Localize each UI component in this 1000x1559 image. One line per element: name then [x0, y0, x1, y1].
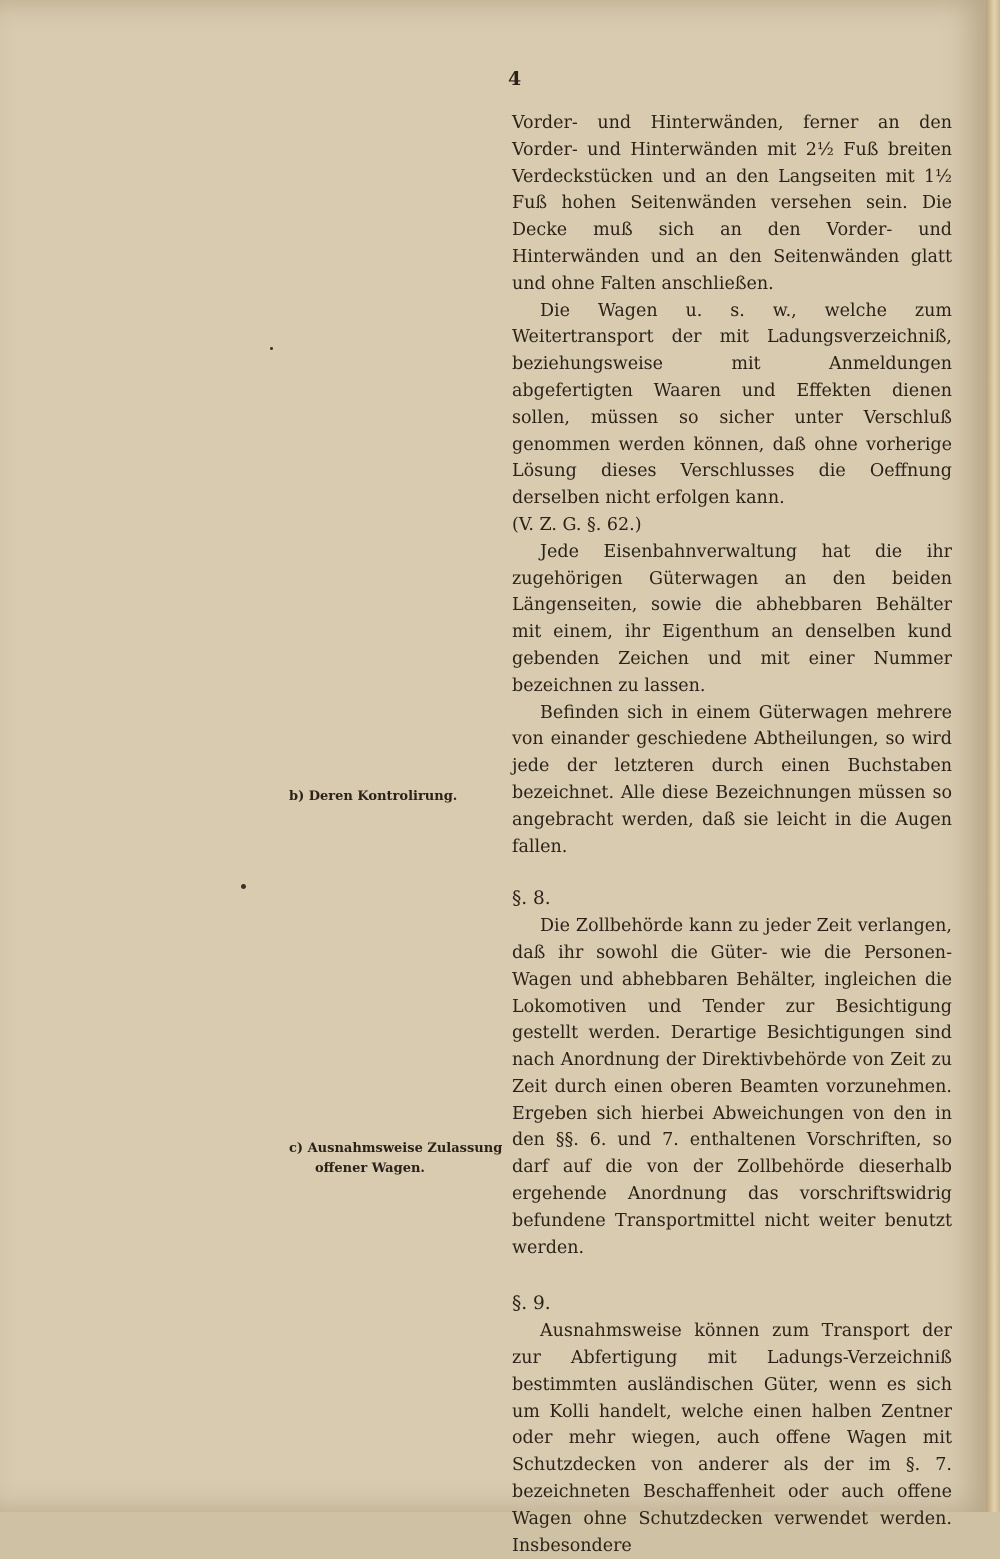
- section-heading-8: §. 8.: [512, 888, 551, 910]
- page-edge: [986, 0, 1000, 1512]
- margin-note-c: [289, 1139, 504, 1179]
- margin-note-c-line2: offener Wagen.: [315, 1161, 425, 1176]
- margin-note-b: b) Deren Kontrolirung.: [289, 789, 458, 804]
- section-heading-9: §. 9.: [512, 1293, 551, 1315]
- margin-note-c-line1: c) Ausnahmsweise Zulassung: [289, 1141, 503, 1156]
- ink-speck: [270, 347, 273, 350]
- paragraph-open-wagons: Ausnahmsweise können zum Transport der zur Abfertigung mit Ladungs-Verzeichniß bestimmten ausländischen Güter, wenn es sich um Kolli handelt, welche einen halben Zentner oder mehr wiegen, auch offene Wagen mit Schutzdecken von anderer als der im §. 7. bezeichneten Beschaffenheit oder auch offene Wagen ohne Schutzdecken verwendet werden. Insbesondere: [512, 1321, 952, 1556]
- ink-speck: [241, 884, 246, 889]
- page-number: 4: [508, 68, 522, 90]
- paragraph-compartments: Befinden sich in einem Güterwagen mehrere von einander geschiedene Abtheilungen, so wird jede der letzteren durch einen Buchstaben bezeichnet. Alle diese Bezeichnungen müssen so angebracht werden, daß sie leicht in die Augen fallen.: [512, 702, 952, 857]
- paragraph-reference: (V. Z. G. §. 62.): [512, 514, 642, 535]
- main-text-column: [512, 110, 952, 1559]
- paragraph-inspection: Die Zollbehörde kann zu jeder Zeit verlangen, daß ihr sowohl die Güter- wie die Personen-Wagen und abhebbaren Behälter, ingleichen die Lokomotiven und Tender zur Besichtigung gestellt werden. Derartige Besichtigungen sind nach Anordnung der Direktivbehörde von Zeit zu Zeit durch einen oberen Beamten vorzunehmen. Ergeben sich hierbei Abweichungen von den in den §§. 6. und 7. enthaltenen Vorschriften, so darf auf die von der Zollbehörde dieserhalb ergehende Anordnung das vorschriftswidrig befundene Transportmittel nicht weiter benutzt werden.: [512, 916, 952, 1258]
- paragraph-wagons-lock: Die Wagen u. s. w., welche zum Weitertransport der mit Ladungsverzeichniß, beziehungsweise mit Anmeldungen abgefertigten Waaren und Effekten dienen sollen, müssen so sicher unter Verschluß genommen werden können, daß ohne vorherige Lösung dieses Verschlusses die Oeffnung derselben nicht erfolgen kann.: [512, 300, 952, 509]
- paragraph-marking: Jede Eisenbahnverwaltung hat die ihr zugehörigen Güterwagen an den beiden Längenseiten, sowie die abhebbaren Behälter mit einem, ihr Eigenthum an denselben kund gebenden Zeichen und mit einer Nummer bezeichnen zu lassen.: [512, 541, 952, 696]
- paragraph-continuation: Vorder- und Hinterwänden, ferner an den Vorder- und Hinterwänden mit 2½ Fuß breiten Verdeckstücken und an den Langseiten mit 1½ Fuß hohen Seitenwänden versehen sein. Die Decke muß sich an den Vorder- und Hinterwänden und an den Seitenwänden glatt und ohne Falten anschließen.: [512, 113, 952, 294]
